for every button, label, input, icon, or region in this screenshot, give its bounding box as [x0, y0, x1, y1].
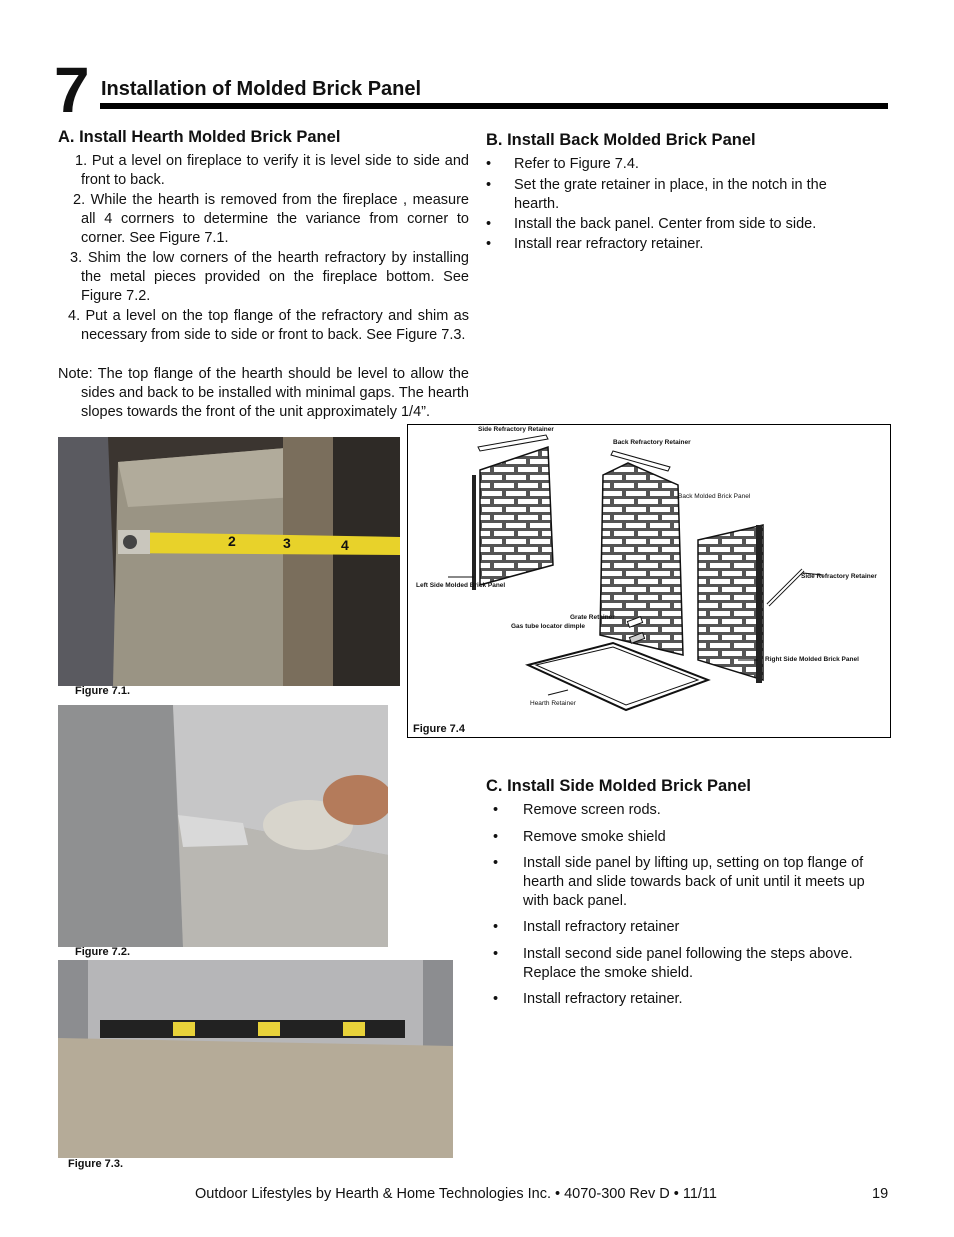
bullet-dot: • — [486, 236, 492, 252]
section-b-heading: B. Install Back Molded Brick Panel — [486, 131, 756, 149]
figure-7-2-caption: Figure 7.2. — [75, 946, 131, 958]
c-bullet-6-text: Install refractory retainer. — [523, 991, 683, 1007]
b-bullet-3-text: Install the back panel. Center from side to side. — [514, 216, 817, 232]
bullet-dot: • — [493, 829, 499, 845]
c-bullet-6 — [493, 990, 893, 1009]
c-bullet-1-text: Remove screen rods. — [523, 802, 661, 818]
c-bullet-3 — [493, 854, 893, 911]
label-grate-retainer: Grate Retainer — [570, 614, 615, 621]
c-bullet-5-text: Install second side panel following the steps above. Replace the smoke shield. — [523, 946, 853, 981]
label-back-panel: Back Molded Brick Panel — [678, 493, 751, 500]
step-2: 2. While the hearth is removed from the fireplace , measure all 4 corrners to determine the variance from corner to corner. See Figure 7.1. — [73, 192, 469, 246]
section-c-heading: C. Install Side Molded Brick Panel — [486, 777, 751, 795]
label-hearth-retainer: Hearth Retainer — [530, 700, 576, 707]
step-3: 3. Shim the low corners of the hearth refractory by installing the metal pieces provided on the fireplace bottom. See Figure 7.2. — [70, 250, 469, 304]
figure-7-2-photo — [58, 705, 388, 947]
label-left-panel: Left Side Molded Brick Panel — [416, 582, 506, 589]
footer-text: Outdoor Lifestyles by Hearth & Home Technologies Inc. • 4070-300 Rev D • 11/11 — [195, 1186, 717, 1202]
c-bullet-2-text: Remove smoke shield — [523, 829, 666, 845]
bullet-dot: • — [486, 156, 492, 172]
figure-7-1-photo — [58, 437, 400, 686]
b-bullet-2-text: Set the grate retainer in place, in the notch in the hearth. — [514, 177, 827, 212]
bullet-dot: • — [493, 802, 499, 818]
b-bullet-2 — [486, 176, 866, 214]
section-number: 7 — [54, 54, 90, 126]
c-bullet-4-text: Install refractory retainer — [523, 919, 680, 935]
bullet-dot: • — [493, 855, 499, 871]
tape-mark-3: 3 — [283, 535, 291, 551]
bullet-dot: • — [493, 946, 499, 962]
c-bullet-1 — [493, 801, 893, 820]
step-4: 4. Put a level on the top flange of the refractory and shim as necessary from side to side or front to back. See Figure 7.3. — [68, 308, 469, 343]
hearth-note: Note: The top flange of the hearth should be level to allow the sides and back to be installed with minimal gaps. The hearth slopes towards the front of the unit approximately 1/4”. — [58, 366, 469, 420]
bullet-dot: • — [493, 919, 499, 935]
b-bullet-1 — [486, 155, 866, 174]
b-bullet-3 — [486, 215, 866, 234]
figure-7-4-diagram — [407, 424, 891, 738]
label-gas-tube: Gas tube locator dimple — [511, 623, 586, 630]
c-bullet-3-text: Install side panel by lifting up, setting on top flange of hearth and slide towards back of unit until it meets up with back panel. — [523, 855, 865, 909]
b-bullet-4 — [486, 235, 866, 254]
brick-panel-exploded-diagram — [408, 425, 890, 737]
b-bullet-1-text: Refer to Figure 7.4. — [514, 156, 639, 172]
step-1: 1. Put a level on fireplace to verify it is level side to side and front to back. — [75, 153, 469, 188]
figure-7-3-photo — [58, 960, 453, 1158]
figure-7-1-caption: Figure 7.1. — [75, 685, 131, 697]
tape-mark-2: 2 — [228, 533, 236, 549]
b-bullet-4-text: Install rear refractory retainer. — [514, 236, 704, 252]
section-a-heading: A. Install Hearth Molded Brick Panel — [58, 128, 341, 146]
label-side-retainer-right: Side Refractory Retainer — [801, 573, 877, 580]
figure-7-3-caption: Figure 7.3. — [68, 1158, 124, 1170]
bullet-dot: • — [493, 991, 499, 1007]
level-photo-illustration — [58, 960, 453, 1158]
title-rule — [100, 103, 888, 109]
label-side-retainer-top: Side Refractory Retainer — [478, 426, 554, 433]
tape-mark-4: 4 — [341, 537, 349, 553]
c-bullet-5 — [493, 945, 893, 983]
shim-photo-illustration — [58, 705, 388, 947]
bullet-dot: • — [486, 177, 492, 193]
c-bullet-4 — [493, 918, 893, 937]
figure-7-4-caption: Figure 7.4 — [413, 723, 465, 735]
label-back-retainer: Back Refractory Retainer — [613, 439, 691, 446]
c-bullet-2 — [493, 828, 893, 847]
bullet-dot: • — [486, 216, 492, 232]
section-title: Installation of Molded Brick Panel — [101, 78, 422, 100]
tape-measure-photo-illustration — [58, 437, 400, 686]
label-right-panel: Right Side Molded Brick Panel — [765, 656, 859, 663]
page-number: 19 — [872, 1186, 889, 1202]
